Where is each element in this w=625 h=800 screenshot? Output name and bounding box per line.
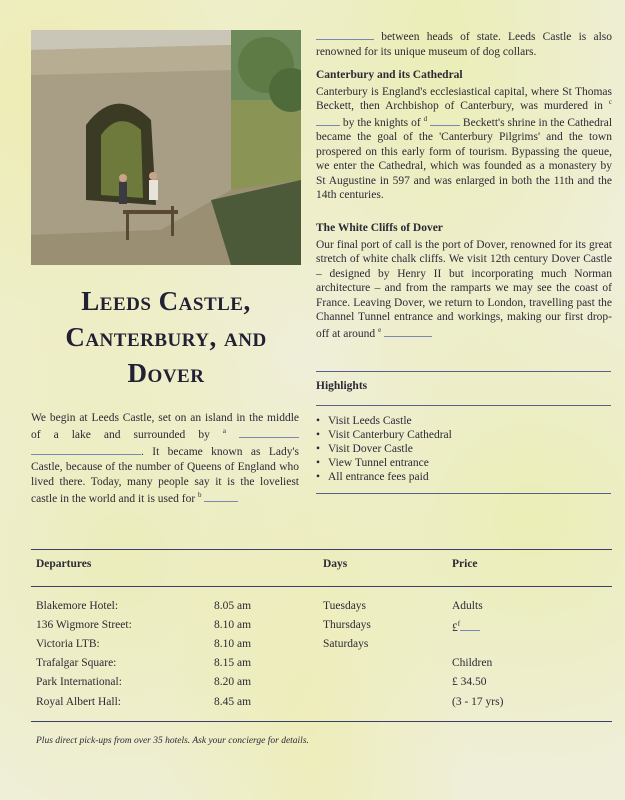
departure-place: 136 Wigmore Street:	[36, 619, 132, 631]
gap-marker-a: a	[222, 427, 226, 436]
price-header: Price	[452, 558, 478, 570]
departure-time: 8.10 am	[214, 638, 252, 650]
day-entry: Saturdays	[323, 638, 369, 650]
children-ages: (3 - 17 yrs)	[452, 696, 504, 708]
canterbury-text: Canterbury is England's ecclesiastical capital, where St Thomas Beckett, then Archbishop of Canterbury, was murdered in	[316, 85, 612, 112]
footnote: Plus direct pick-ups from over 35 hotels. Ask your concierge for details.	[36, 736, 309, 746]
departure-time: 8.15 am	[214, 657, 252, 669]
departure-place: Royal Albert Hall:	[36, 696, 121, 708]
departure-time: 8.05 am	[214, 600, 252, 612]
children-label: Children	[452, 657, 493, 669]
departure-time: 8.45 am	[214, 696, 252, 708]
title-line: Dover	[127, 358, 205, 388]
children-price: £ 34.50	[452, 676, 487, 688]
departure-place: Trafalgar Square:	[36, 657, 117, 669]
table-header-rule	[31, 586, 612, 587]
section-heading-canterbury: Canterbury and its Cathedral	[316, 69, 463, 81]
gap-b-blank[interactable]	[204, 490, 238, 502]
gap-f-blank[interactable]	[457, 619, 480, 631]
right-column-top	[316, 28, 612, 59]
canterbury-section	[316, 68, 612, 203]
day-entry: Tuesdays	[323, 600, 367, 612]
list-item: • Visit Dover Castle	[316, 442, 452, 456]
departure-time: 8.20 am	[214, 676, 252, 688]
departures-header: Departures	[36, 558, 92, 570]
adults-label: Adults	[452, 600, 483, 612]
departure-time: 8.10 am	[214, 619, 252, 631]
leeds-continued-text: between heads of state. Leeds Castle is also renowned for its unique museum of dog collars.	[316, 31, 612, 58]
departure-place: Victoria LTB:	[36, 638, 100, 650]
intro-text: We begin at Leeds Castle, set on an island in the middle of a lake and surrounded by	[31, 412, 299, 441]
canterbury-text: by the knights of	[342, 116, 421, 129]
list-item: • All entrance fees paid	[316, 470, 452, 484]
intro-text: . It became known as Lady's Castle, because of the number of Queens of England who lived there. Today, many people say it is the loveliest castle in the world and it is used for	[31, 446, 299, 505]
highlights-list	[316, 414, 452, 484]
intro-paragraph	[31, 411, 299, 507]
gap-a-blank-cont[interactable]	[31, 443, 141, 455]
title-line: Canterbury, and	[65, 322, 267, 352]
departure-place: Blakemore Hotel:	[36, 600, 119, 612]
departure-place: Park International:	[36, 676, 122, 688]
list-item: • View Tunnel entrance	[316, 456, 452, 470]
dover-section	[316, 221, 612, 341]
section-heading-dover: The White Cliffs of Dover	[316, 222, 443, 234]
gap-marker-f: f	[457, 620, 461, 629]
gap-b-blank-cont[interactable]	[316, 28, 374, 40]
table-bottom-rule	[31, 721, 612, 722]
divider	[316, 405, 611, 406]
gap-c-blank[interactable]	[316, 114, 340, 126]
highlights-heading: Highlights	[316, 380, 368, 392]
canterbury-text: Beckett's shrine in the Cathedral became the goal of the 'Canterbury Pilgrims' and the town prospered on this early form of tourism. Bypassing the queue, we enter the Cathedral, which was founded as a monastery by St Augustine in 597 and was enlarged in both the 11th and the 14th centuries.	[316, 116, 613, 201]
list-item: • Visit Canterbury Cathedral	[316, 428, 452, 442]
days-header: Days	[323, 558, 348, 570]
gap-marker-d: d	[423, 114, 428, 123]
list-item: • Visit Leeds Castle	[316, 414, 452, 428]
adults-price	[452, 619, 480, 634]
table-top-rule	[31, 549, 612, 550]
gap-d-blank[interactable]	[430, 114, 460, 126]
dover-text: Our final port of call is the port of Dover, renowned for its great stretch of white chalk cliffs. We visit 12th century Dover Castle – designed by Henry II but incorporating much Norman architecture – and from the ramparts we may see the coast of France. Leaving Dover, we return to London, travelling past the Channel Tunnel entrance and workings, making our first drop-off at around	[316, 238, 612, 340]
gap-marker-c: c	[608, 98, 613, 107]
gap-marker-e: e	[378, 325, 382, 334]
gap-marker-b: b	[198, 491, 202, 500]
divider	[316, 493, 611, 494]
divider	[316, 371, 611, 372]
gap-e-blank[interactable]	[384, 325, 432, 337]
adults-price-currency: £	[452, 622, 458, 634]
gap-a-blank[interactable]	[239, 426, 299, 438]
castle-photo	[31, 30, 301, 265]
day-entry: Thursdays	[323, 619, 371, 631]
page-title	[26, 283, 306, 391]
title-line: Leeds Castle,	[81, 286, 251, 316]
